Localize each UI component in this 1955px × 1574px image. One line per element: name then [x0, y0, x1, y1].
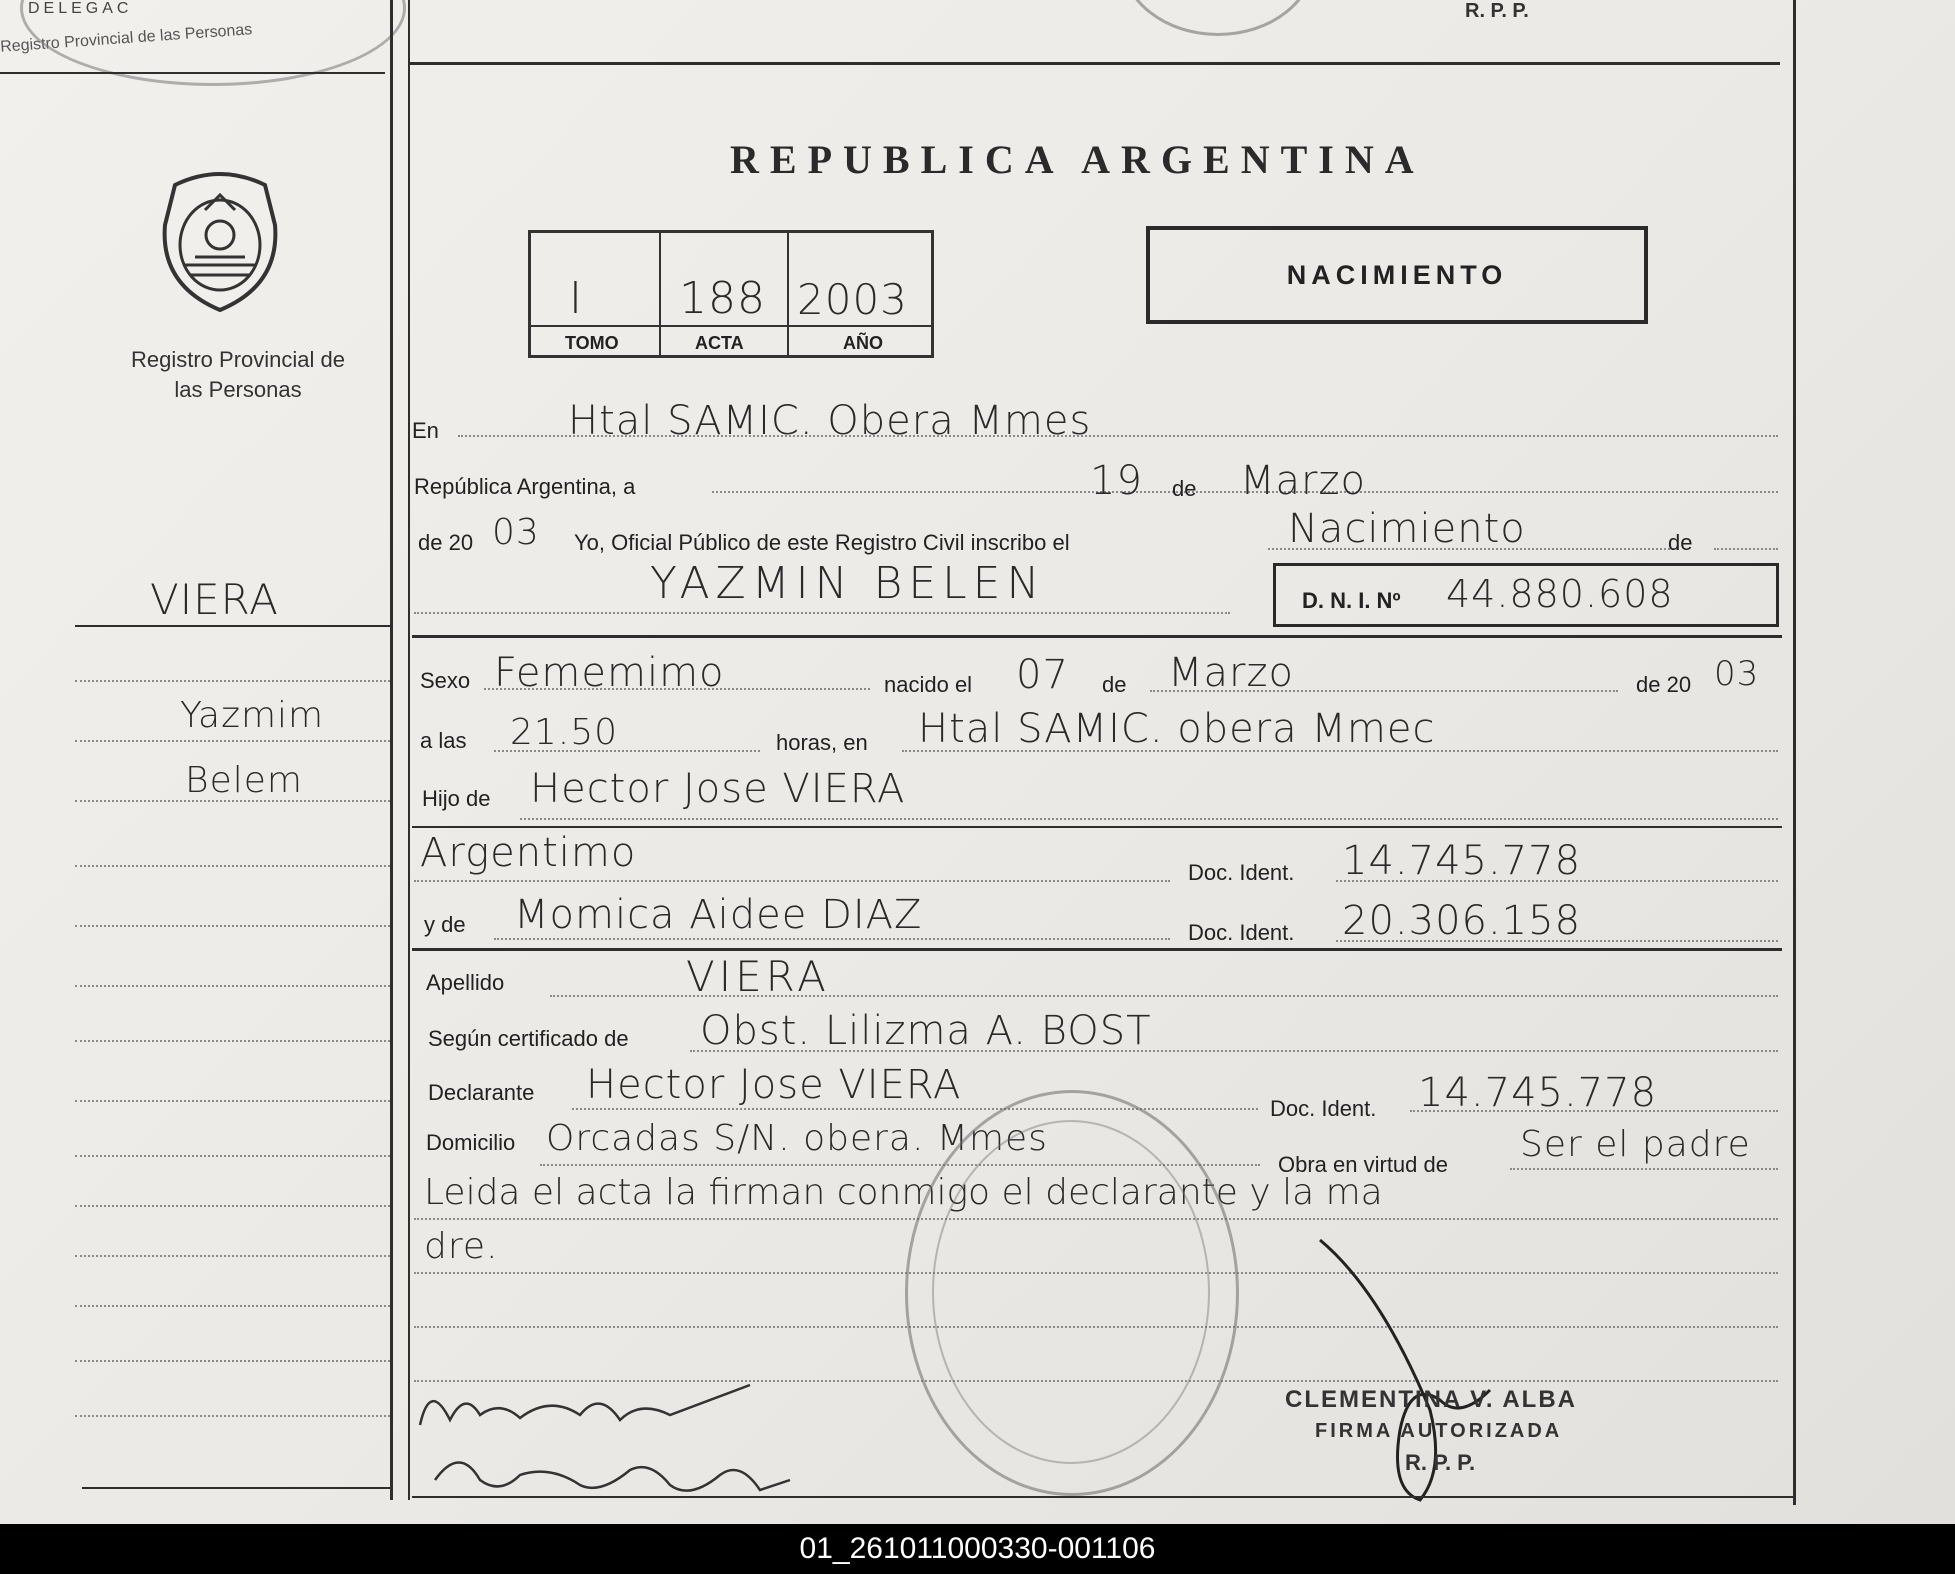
signature-madre [430, 1440, 830, 1510]
declarante-label: Declarante [428, 1080, 535, 1105]
province-seal [155, 165, 285, 315]
signature-declarante [410, 1370, 770, 1440]
left-surname-rule [75, 625, 390, 627]
segun-label: Según certificado de [428, 1026, 629, 1051]
de-label-3: de [1102, 672, 1127, 697]
nacido-year-suffix: 03 [1714, 654, 1760, 694]
apellido-label: Apellido [426, 970, 505, 995]
declarante-value: Hector Jose VIERA [586, 1062, 962, 1108]
official-role: FIRMA AUTORIZADA [1315, 1420, 1563, 1442]
dni-box [1273, 563, 1779, 627]
nacido-mes: Marzo [1168, 650, 1294, 696]
signature-declarante-icon [410, 1370, 770, 1440]
padre-value: Hector Jose VIERA [530, 766, 906, 812]
signature-madre-icon [430, 1440, 830, 1510]
registry-box [528, 230, 934, 358]
dni-value: 44.880.608 [1446, 572, 1674, 616]
nac-dots [414, 880, 1170, 882]
left-registro-caption: Registro Provincial de las Personas [131, 347, 345, 402]
apellido-value: VIERA [686, 952, 830, 1001]
right-margin-line [1793, 0, 1796, 1505]
left-margin-line-inner [408, 0, 410, 1500]
official-round-stamp-inner [932, 1120, 1210, 1464]
left-given-1: Yazmim [180, 695, 325, 736]
declarante-dots [572, 1108, 1258, 1110]
tomo-value: I [569, 273, 583, 324]
official-name: CLEMENTINA V. ALBA [1285, 1386, 1578, 1413]
doc1-label: Doc. Ident. [1188, 860, 1295, 885]
padre-nacionalidad: Argentimo [420, 830, 637, 876]
acto-value: Nacimiento [1288, 506, 1526, 552]
domicilio-value: Orcadas S/N. obera. Mmes [546, 1118, 1048, 1159]
doc3-value: 14.745.778 [1418, 1070, 1658, 1116]
segun-value: Obst. Lilizma A. BOST [700, 1008, 1152, 1054]
header-round-stamp [1120, 0, 1316, 36]
hora-value: 21.50 [510, 712, 619, 753]
doc2-value: 20.306.158 [1342, 898, 1582, 944]
tomo-label: TOMO [565, 333, 619, 353]
nacido-dia: 07 [1016, 652, 1069, 698]
left-surname: VIERA [150, 575, 279, 624]
sexo-value: Fememimo [494, 650, 725, 696]
section-rule-2 [412, 826, 1782, 828]
left-margin-line [390, 0, 393, 1500]
ano-value: 2003 [797, 275, 908, 324]
hijo-label: Hijo de [422, 786, 491, 811]
nota-line-1: Leida el acta la firman conmigo el declarante y la ma [424, 1172, 1383, 1213]
en-value: Htal SAMIC. Obera Mmes [568, 398, 1092, 444]
yde-label: y de [424, 912, 466, 937]
footer-bar [0, 1524, 1955, 1574]
section-rule-1 [412, 635, 1782, 638]
official-rpp: R. P. P. [1405, 1450, 1476, 1475]
document-title: REPUBLICA ARGENTINA [730, 137, 1425, 182]
de2-dots [1714, 548, 1778, 550]
horas-label: horas, en [776, 730, 868, 755]
obra-value: Ser el padre [1520, 1124, 1751, 1165]
day-value: 19 [1090, 458, 1143, 504]
padre-dots [520, 818, 1778, 820]
ano-label: AÑO [843, 333, 883, 353]
dni-label: D. N. I. Nº [1302, 588, 1401, 613]
section-rule-3 [412, 948, 1782, 951]
header-registro-text: Registro Provincial de las Personas [0, 21, 253, 56]
obra-label: Obra en virtud de [1278, 1152, 1448, 1177]
year-prefix: de 20 [418, 530, 474, 555]
child-name: YAZMIN BELEN [650, 558, 1046, 609]
de-label-2: de [1668, 530, 1693, 555]
bottom-rule [412, 1496, 1796, 1498]
en-label: En [412, 418, 439, 443]
name-dots [414, 612, 1230, 614]
alas-label: a las [420, 728, 467, 753]
header-rpp-text: R. P. P. [1465, 0, 1529, 22]
yo-statement: Yo, Oficial Público de este Registro Civil inscribo el [574, 530, 1070, 555]
republica-label: República Argentina, a [414, 474, 636, 499]
lugar-value: Htal SAMIC. obera Mmec [918, 706, 1436, 752]
sexo-label: Sexo [420, 668, 471, 693]
acta-label: ACTA [695, 333, 744, 353]
domicilio-label: Domicilio [426, 1130, 516, 1155]
nota-line-2: dre. [424, 1226, 499, 1267]
header-delegacion-text: DELEGAC [28, 0, 133, 17]
madre-dots [494, 938, 1170, 940]
acta-value: 188 [679, 273, 766, 324]
left-given-2: Belem [185, 760, 303, 801]
nacido-year-prefix: de 20 [1636, 672, 1692, 697]
doc1-value: 14.745.778 [1342, 838, 1582, 884]
left-header-rule [0, 72, 385, 74]
type-box [1146, 226, 1648, 324]
year-suffix: 03 [492, 512, 540, 553]
doc3-label: Doc. Ident. [1270, 1096, 1377, 1121]
de-label: de [1172, 476, 1197, 501]
misiones-seal-icon [155, 165, 285, 315]
header-rule [410, 62, 1780, 65]
doc2-label: Doc. Ident. [1188, 920, 1295, 945]
obra-dots [1510, 1168, 1778, 1170]
footer-document-id: 01_261011000330-001106 [799, 1532, 1156, 1565]
nacimiento-label: NACIMIENTO [1286, 260, 1508, 290]
month-value: Marzo [1240, 458, 1366, 504]
madre-value: Momica Aidee DIAZ [514, 892, 923, 938]
nacido-label: nacido el [884, 672, 973, 697]
